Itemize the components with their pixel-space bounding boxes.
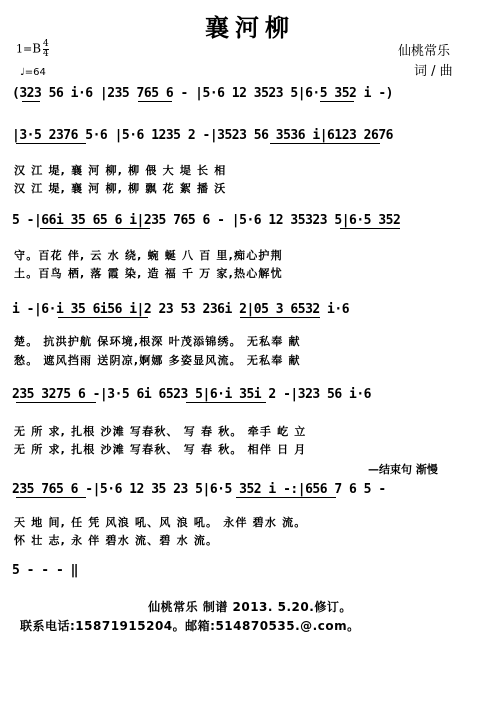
beam-line	[58, 317, 148, 318]
music-line-7: 5 - - - ‖	[12, 563, 78, 578]
music-line-6: 235 765 6 -|5·6 12 35 23 5|6·5 352 i -:|656 7 6 5 -	[12, 482, 386, 497]
lyric-line-3a: 守。百花 伴, 云 水 绕, 蜿 蜒 八 百 里,痴心护荆	[14, 249, 283, 262]
beam-line	[186, 402, 266, 403]
lyric-line-6a: 天 地 间, 任 凭 风浪 吼、风 浪 吼。 永伴 碧水 流。	[14, 516, 307, 529]
ending-marking: —结束句 渐慢	[368, 463, 438, 476]
key-note: B	[32, 41, 42, 56]
key-signature	[16, 40, 49, 59]
music-line-4: i -|6·i 35 6i56 i|2 23 53 236i 2|05 3 6532 i·6	[12, 302, 350, 317]
time-signature	[43, 40, 49, 59]
beam-line	[240, 317, 320, 318]
lyric-line-4b: 愁。 遮风挡雨 送阴凉,婀娜 多姿显风流。 无私奉 献	[14, 354, 301, 367]
lyric-line-5a: 无 所 求, 扎根 沙滩 写春秋、 写 春 秋。 牵手 屹 立	[14, 425, 307, 438]
music-line-2: |3·5 2376 5·6 |5·6 1235 2 -|3523 56 3536 i|6123 2676	[12, 128, 393, 143]
key-label: 1=	[16, 42, 33, 56]
beam-line	[16, 402, 96, 403]
beam-line	[340, 228, 400, 229]
footer-contact: 联系电话:15871915204。邮箱:514870535.@.com。	[20, 619, 360, 633]
lyric-line-6b: 怀 壮 志, 永 伴 碧水 流、碧 水 流。	[14, 534, 219, 547]
beam-line	[236, 497, 336, 498]
tempo-marking: ♩=64	[20, 67, 46, 78]
beam-line	[270, 143, 380, 144]
lyric-line-4a: 楚。 抗洪护航 保环境,根深 叶茂添锦绣。 无私奉 献	[14, 335, 301, 348]
beam-line	[138, 101, 172, 102]
music-line-1: (323 56 i·6 |235 765 6 - |5·6 12 3523 5|6·5 352 i -)	[12, 86, 393, 101]
composer-name: 仙桃常乐	[398, 44, 451, 59]
beam-line	[320, 101, 354, 102]
beam-line	[16, 143, 86, 144]
beam-line	[16, 497, 86, 498]
time-denominator: 4	[43, 49, 49, 59]
lyric-line-5b: 无 所 求, 扎根 沙滩 写春秋、 写 春 秋。 相伴 日 月	[14, 443, 307, 456]
composer-roles: 词 / 曲	[414, 64, 453, 79]
page-title: 襄河柳	[205, 14, 295, 42]
lyric-line-2b: 汉 江 堤, 襄 河 柳, 柳 飘 花 絮 播 沃	[14, 182, 227, 195]
music-line-3: 5 -|66i 35 65 6 i|235 765 6 - |5·6 12 35323 5|6·5 352	[12, 213, 401, 228]
time-numerator: 4	[43, 39, 49, 49]
lyric-line-3b: 土。百鸟 栖, 落 霞 染, 造 福 千 万 家,热心解忧	[14, 267, 283, 280]
footer-credit: 仙桃常乐 制谱 2013. 5.20.修订。	[148, 600, 352, 614]
beam-line	[22, 101, 40, 102]
lyric-line-2a: 汉 江 堤, 襄 河 柳, 柳 偎 大 堤 长 相	[14, 164, 227, 177]
music-line-5: 235 3275 6 -|3·5 6i 6523 5|6·i 35i 2 -|323 56 i·6	[12, 387, 372, 402]
beam-line	[40, 228, 150, 229]
